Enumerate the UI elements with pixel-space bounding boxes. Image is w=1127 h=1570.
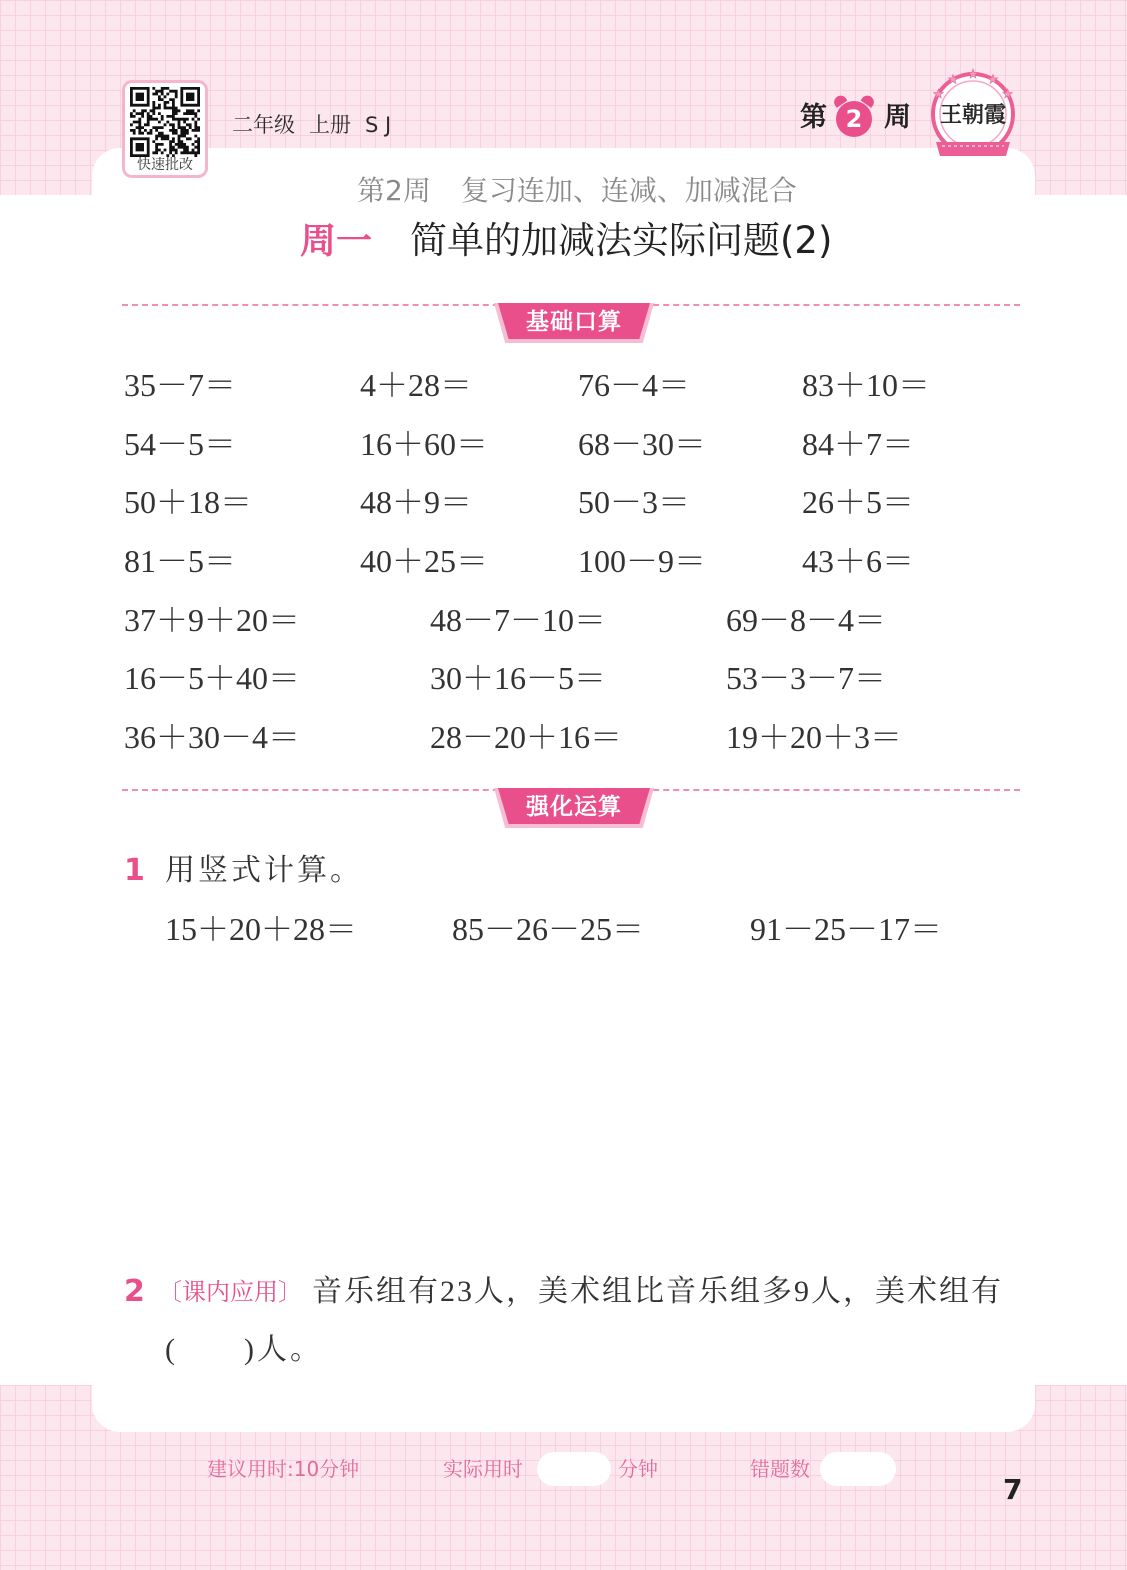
qr-modules — [130, 87, 200, 157]
week-title-number: 第2周 — [357, 174, 431, 207]
section-tab-label: 基础口算 — [526, 309, 622, 335]
lesson-title: 简单的加减法实际问题(2) — [410, 219, 833, 262]
section-tab-intensive — [494, 788, 654, 828]
oral-problem: 68－30＝ — [578, 426, 707, 462]
volume-label: 上册 — [309, 113, 351, 137]
oral-problem: 69－8－4＝ — [726, 602, 887, 638]
oral-problem: 28－20＋16＝ — [430, 719, 623, 755]
logo-text: 王朝霞 — [939, 102, 1007, 128]
oral-problem: 76－4＝ — [578, 367, 691, 403]
oral-problem: 54－5＝ — [124, 426, 237, 462]
oral-problem: 83＋10＝ — [802, 367, 931, 403]
oral-problem: 4＋28＝ — [360, 367, 473, 403]
section-tab-basic — [494, 303, 654, 343]
day-title: 周一 — [300, 221, 373, 262]
week-suffix: 周 — [884, 102, 911, 133]
question-number: 2 — [124, 1274, 145, 1309]
errors-label: 错题数 — [750, 1457, 810, 1481]
oral-problem: 50＋18＝ — [124, 484, 253, 520]
errors-box — [820, 1452, 896, 1486]
vertical-calc-problem: 91－25－17＝ — [750, 911, 943, 947]
oral-problem: 43＋6＝ — [802, 543, 915, 579]
grade-label: 二年级 — [232, 113, 295, 137]
section-tab-label: 强化运算 — [526, 794, 622, 820]
week-prefix: 第 — [800, 102, 827, 133]
oral-problem: 16＋60＝ — [360, 426, 489, 462]
actual-time-unit: 分钟 — [618, 1457, 658, 1481]
suggested-time: 建议用时:10分钟 — [207, 1457, 360, 1481]
actual-time-label: 实际用时 — [443, 1457, 523, 1481]
word-problem-text: 音乐组有23人，美术组比音乐组多9人，美术组有 — [312, 1275, 1003, 1308]
book-info — [232, 112, 405, 138]
oral-problem: 48－7－10＝ — [430, 602, 607, 638]
oral-problem: 48＋9＝ — [360, 484, 473, 520]
oral-problem: 16－5＋40＝ — [124, 660, 301, 696]
qr-label: 快速批改 — [137, 157, 193, 173]
oral-problem: 30＋16－5＝ — [430, 660, 607, 696]
question-tag: 〔课内应用〕 — [158, 1278, 302, 1306]
oral-problem: 19＋20＋3＝ — [726, 719, 903, 755]
oral-problem: 84＋7＝ — [802, 426, 915, 462]
actual-time-box — [537, 1452, 611, 1486]
oral-problem: 35－7＝ — [124, 367, 237, 403]
oral-problem: 26＋5＝ — [802, 484, 915, 520]
oral-problem: 100－9＝ — [578, 543, 707, 579]
word-problem-answer-blank: ( )人。 — [165, 1333, 323, 1366]
question-instruction: 用竖式计算。 — [165, 854, 363, 887]
week-number-clock-icon: 2 — [836, 101, 872, 137]
oral-problem: 37＋9＋20＝ — [124, 602, 301, 638]
qr-code — [130, 87, 200, 157]
oral-problem: 81－5＝ — [124, 543, 237, 579]
vertical-calc-problem: 85－26－25＝ — [452, 911, 645, 947]
week-title — [357, 173, 797, 209]
brand-logo — [928, 64, 1018, 164]
oral-problem: 40＋25＝ — [360, 543, 489, 579]
edition-label: S J — [365, 113, 392, 137]
vertical-calc-problem: 15＋20＋28＝ — [165, 911, 358, 947]
oral-problem: 50－3＝ — [578, 484, 691, 520]
qr-code-box — [122, 80, 208, 178]
question-number: 1 — [124, 853, 145, 888]
oral-problem: 36＋30－4＝ — [124, 719, 301, 755]
page-number: 7 — [1003, 1473, 1023, 1506]
week-title-subtitle: 复习连加、连减、加减混合 — [460, 174, 797, 207]
oral-problem: 53－3－7＝ — [726, 660, 887, 696]
